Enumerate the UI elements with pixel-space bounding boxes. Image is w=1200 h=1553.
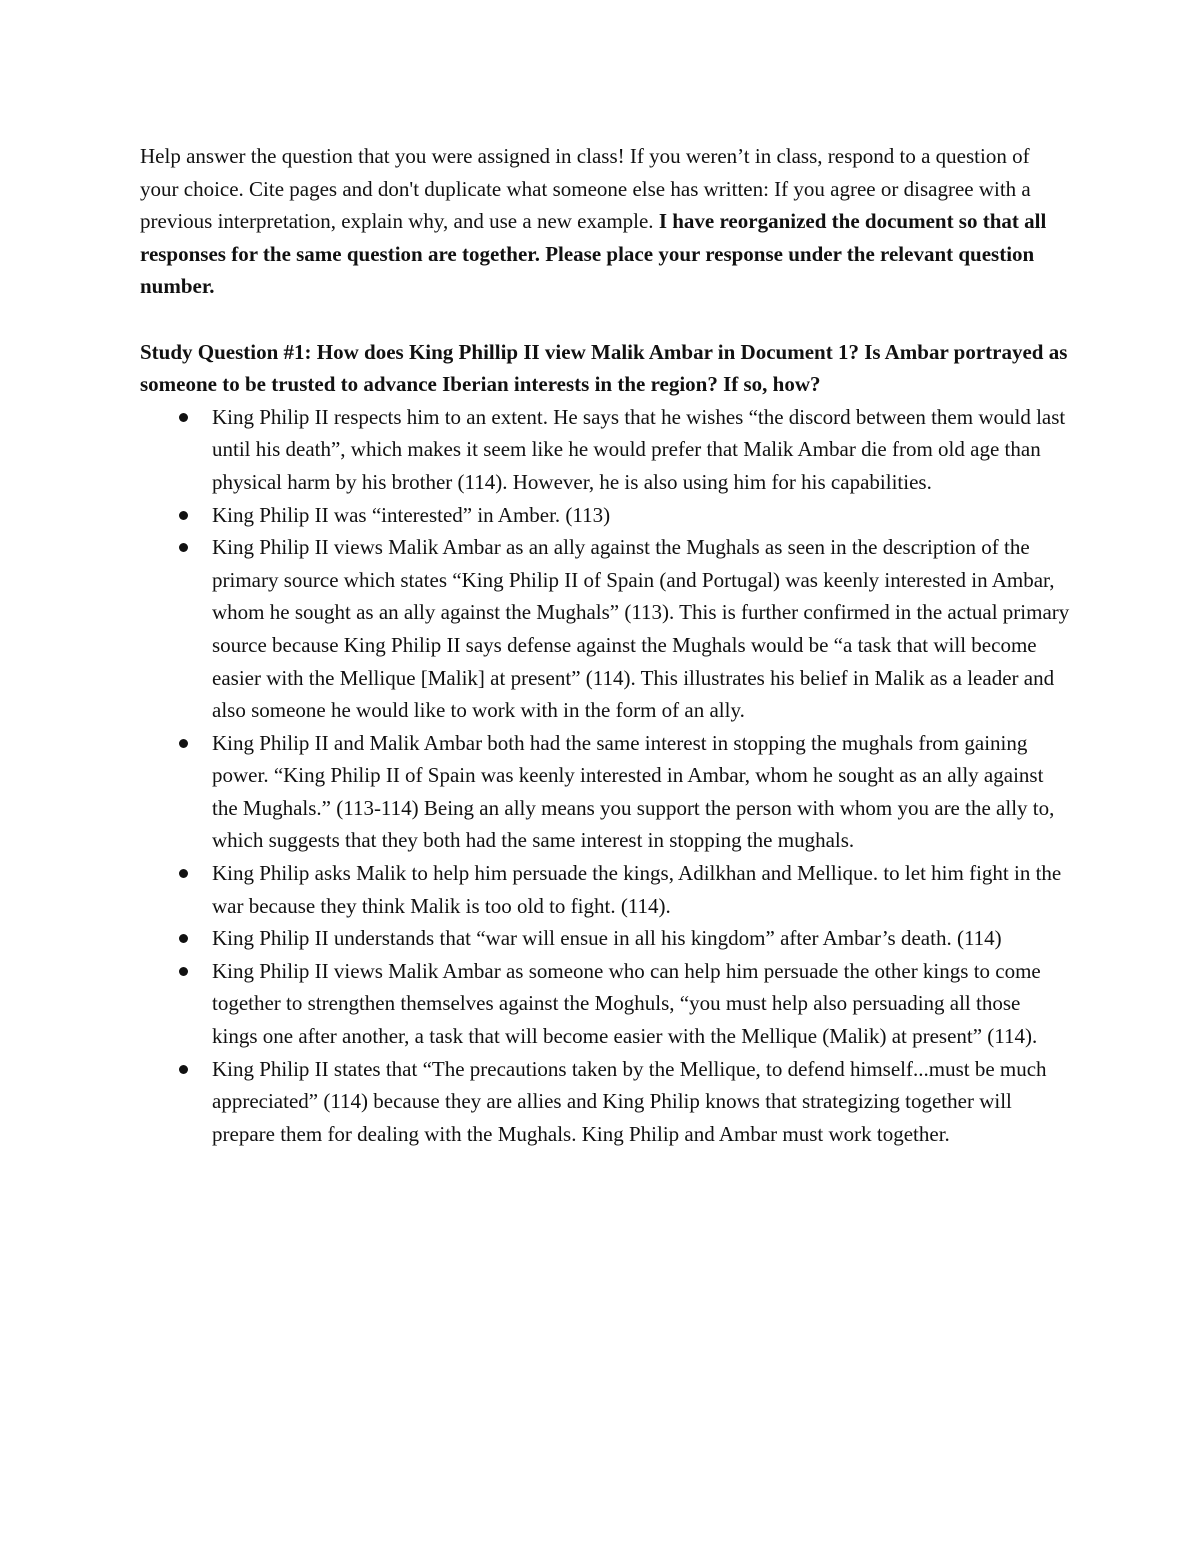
answer-item	[140, 499, 1070, 532]
bullet-icon	[179, 934, 188, 943]
answer-item	[140, 531, 1070, 727]
document-body	[140, 140, 1070, 1150]
answer-list	[140, 401, 1070, 1151]
answer-text: King Philip II views Malik Ambar as an ally against the Mughals as seen in the description of the primary source which states “King Philip II of Spain (and Portugal) was keenly interested in Ambar, whom he sought as an ally against the Mughals” (113). This is further confirmed in the actual primary source because King Philip II says defense against the Mughals would be “a task that will become easier with the Mellique [Malik] at present” (114). This illustrates his belief in Malik as a leader and also someone he would like to work with in the form of an ally.	[212, 535, 1070, 723]
bullet-icon	[179, 739, 188, 748]
answer-text: King Philip II views Malik Ambar as someone who can help him persuade the other kings to come together to strengthen themselves against the Moghuls, “you must help also persuading all those kings one after another, a task that will become easier with the Mellique (Malik) at present” (114).	[212, 958, 1041, 1049]
answer-text: King Philip II was “interested” in Amber. (113)	[212, 502, 611, 527]
answer-text: King Philip II respects him to an extent. He says that he wishes “the discord between them would last until his death”, which makes it seem like he would prefer that Malik Ambar die from old age than physical harm by his brother (114). However, he is also using him for his capabilities.	[212, 404, 1066, 494]
bullet-icon	[179, 869, 188, 878]
answer-text: King Philip II and Malik Ambar both had the same interest in stopping the mughals from gaining power. “King Philip II of Spain was keenly interested in Ambar, whom he sought as an ally against the Mughals.” (113-114) Being an ally means you support the person with whom you are the ally to, which suggests that they both had the same interest in stopping the mughals.	[212, 730, 1055, 853]
bullet-icon	[179, 967, 188, 976]
answer-item	[140, 922, 1070, 955]
study-question-heading: Study Question #1: How does King Phillip II view Malik Ambar in Document 1? Is Ambar portrayed as someone to be trusted to advance Iberian interests in the region? If so, how?	[140, 339, 1068, 397]
answer-item	[140, 1053, 1070, 1151]
answer-text: King Philip II states that “The precautions taken by the Mellique, to defend himself...must be much appreciated” (114) because they are allies and King Philip knows that strategizing together will prepare them for dealing with the Mughals. King Philip and Ambar must work together.	[212, 1056, 1047, 1146]
bullet-icon	[179, 543, 188, 552]
answer-text: King Philip II understands that “war will ensue in all his kingdom” after Ambar’s death. (114)	[212, 926, 1002, 951]
answer-item	[140, 857, 1070, 922]
intro-bold-note: I have reorganized the document so that all responses for the same question are together. Please place your response under the relevant question number.	[140, 209, 1047, 299]
bullet-icon	[179, 413, 188, 422]
answer-item	[140, 401, 1070, 499]
intro-paragraph	[140, 140, 1070, 303]
answer-item	[140, 727, 1070, 857]
answer-text: King Philip asks Malik to help him persuade the kings, Adilkhan and Mellique. to let him fight in the war because they think Malik is too old to fight. (114).	[212, 861, 1062, 918]
bullet-icon	[179, 1065, 188, 1074]
bullet-icon	[179, 511, 188, 520]
intro-text: Help answer the question that you were assigned in class! If you weren’t in class, respond to a question of your choice. Cite pages and don't duplicate what someone else has written: If you agree or disagree with a previous interpretation, explain why, and use a new example.	[140, 144, 1031, 234]
answer-item	[140, 955, 1070, 1053]
